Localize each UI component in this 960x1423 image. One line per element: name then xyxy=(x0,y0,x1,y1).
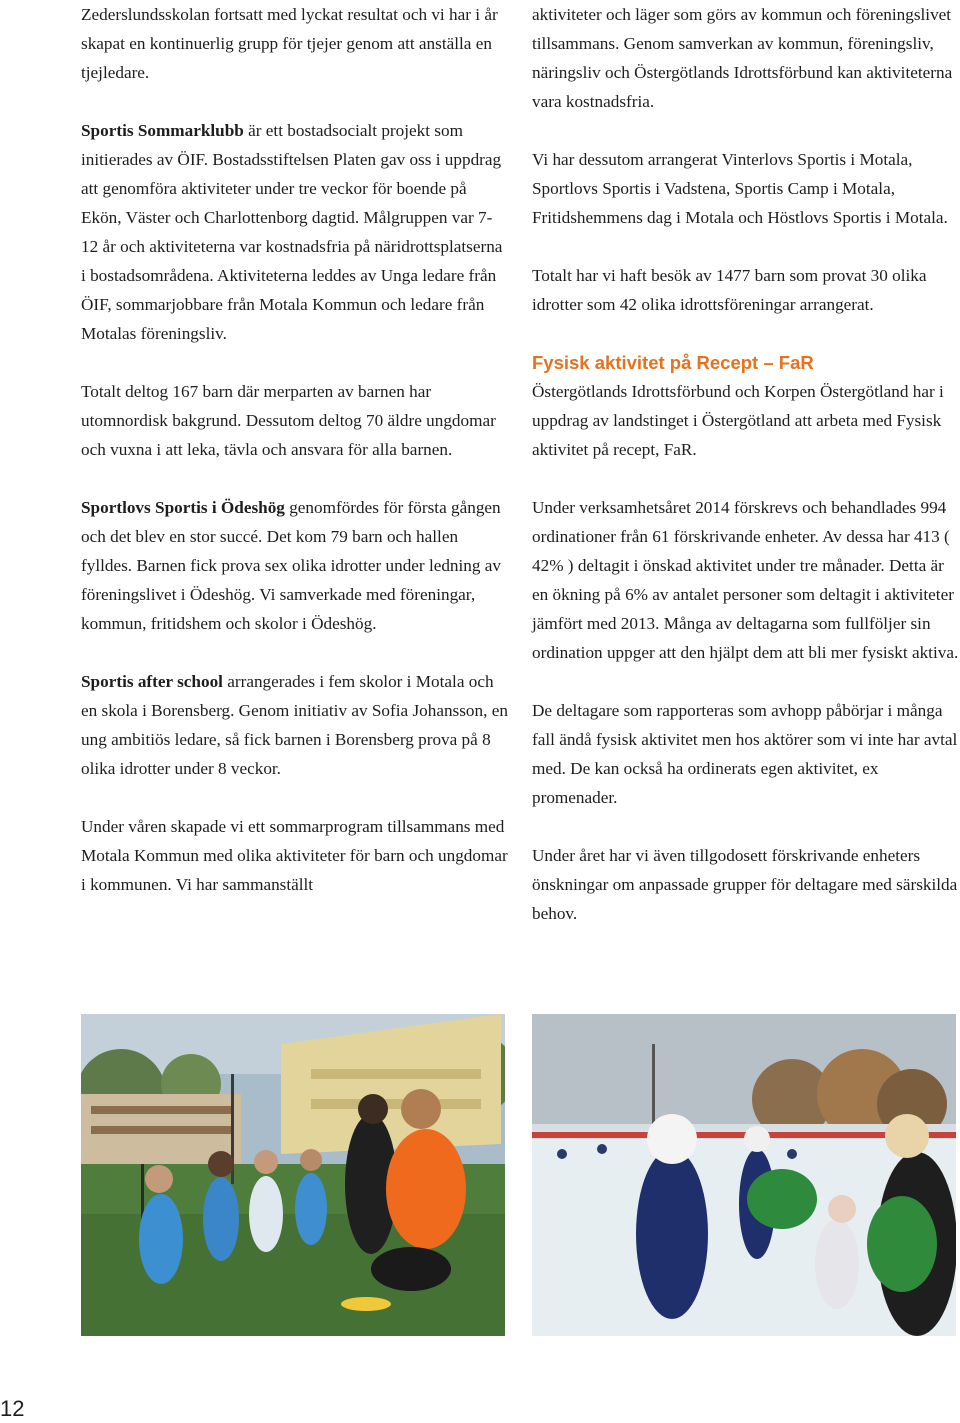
paragraph-far-stats: Under verksamhetsåret 2014 förskrevs och behandlades 994 ordinationer från 61 förskrivande enheter. Av dessa har 413 ( 42% ) deltagit i önskad aktivitet under tre månader. Detta är en ökning på 6% av antalet personer som deltagit i aktiviteter jämfört med 2013. Många av deltagarna som fullföljer sin ordination uppger att den hjälpt dem att bli mer fysiskt aktiva. xyxy=(532,498,959,662)
photo-football-kids xyxy=(81,1014,505,1336)
paragraph-visits: Totalt har vi haft besök av 1477 barn som provat 30 olika idrotter som 42 olika idrottsföreningar arrangerat. xyxy=(532,266,927,314)
section-heading-far: Fysisk aktivitet på Recept – FaR xyxy=(532,352,814,373)
after-school-title: Sportis after school xyxy=(81,672,223,691)
paragraph-sommarklubb xyxy=(81,116,509,348)
odeshog-title: Sportlovs Sportis i Ödeshög xyxy=(81,498,285,517)
sommarklubb-title: Sportis Sommarklubb xyxy=(81,121,244,140)
left-column xyxy=(81,0,509,928)
after-school-text: arrangerades i fem skolor i Motala och en skola i Borensberg. Genom initiativ av Sofia Johansson, en ung ambitiös ledare, så fick barnen i Borensberg prova på 8 olika idrotter under 8 veckor. xyxy=(81,672,508,778)
paragraph-summer-program: Under våren skapade vi ett sommarprogram tillsammans med Motala Kommun med olika aktiviteter för barn och ungdomar i kommunen. Vi har sammanställt xyxy=(81,817,508,894)
paragraph-far-groups: Under året har vi även tillgodosett förskrivande enheters önskningar om anpassade grupper för deltagare med särskilda behov. xyxy=(532,846,958,923)
right-column xyxy=(532,0,960,957)
paragraph-activities: aktiviteter och läger som görs av kommun och föreningslivet tillsammans. Genom samverkan av kommun, föreningsliv, näringsliv och Östergötlands Idrottsförbund kan aktiviteterna vara kostnadsfria. xyxy=(532,5,953,111)
paragraph-far-dropouts: De deltagare som rapporteras som avhopp påbörjar i många fall ändå fysisk aktivitet men hos aktörer som vi inte har avtal med. De kan också ha ordinerats egen aktivitet, ex promenader. xyxy=(532,701,958,807)
paragraph-far-intro: Östergötlands Idrottsförbund och Korpen Östergötland har i uppdrag av landstinget i Östergötland att arbeta med Fysisk aktivitet på recept, FaR. xyxy=(532,382,944,459)
photo-bandy-kids xyxy=(532,1014,956,1336)
paragraph-events: Vi har dessutom arrangerat Vinterlovs Sportis i Motala, Sportlovs Sportis i Vadstena, Sportis Camp i Motala, Fritidshemmens dag i Motala och Höstlovs Sportis i Motala. xyxy=(532,150,948,227)
paragraph-participants: Totalt deltog 167 barn där merparten av barnen har utomnordisk bakgrund. Dessutom deltog 70 äldre ungdomar och vuxna i att leka, tävla och ansvara för alla barnen. xyxy=(81,382,496,459)
paragraph-zederslund: Zederslundsskolan fortsatt med lyckat resultat och vi har i år skapat en kontinuerlig grupp för tjejer genom att anställa en tjejledare. xyxy=(81,5,498,82)
odeshog-text: genomfördes för första gången och det blev en stor succé. Det kom 79 barn och hallen fylldes. Barnen fick prova sex olika idrotter under ledning av föreningslivet i Ödeshög. Vi samverkade med föreningar, kommun, fritidshem och skolor i Ödeshög. xyxy=(81,498,502,633)
paragraph-after-school xyxy=(81,667,509,783)
paragraph-odeshog xyxy=(81,493,509,638)
sommarklubb-text: är ett bostadsocialt projekt som initierades av ÖIF. Bostadsstiftelsen Platen gav oss i uppdrag att genomföra aktiviteter under tre veckor för boende på Ekön, Väster och Charlottenborg dagtid. Målgruppen var 7-12 år och aktiviteterna var kostnadsfria på näridrottsplatserna i bostadsområdena. Aktiviteterna leddes av Unga ledare från ÖIF, sommarjobbare från Motala Kommun och ledare från Motalas föreningsliv. xyxy=(81,121,503,343)
page-number: 12 xyxy=(0,1396,25,1421)
